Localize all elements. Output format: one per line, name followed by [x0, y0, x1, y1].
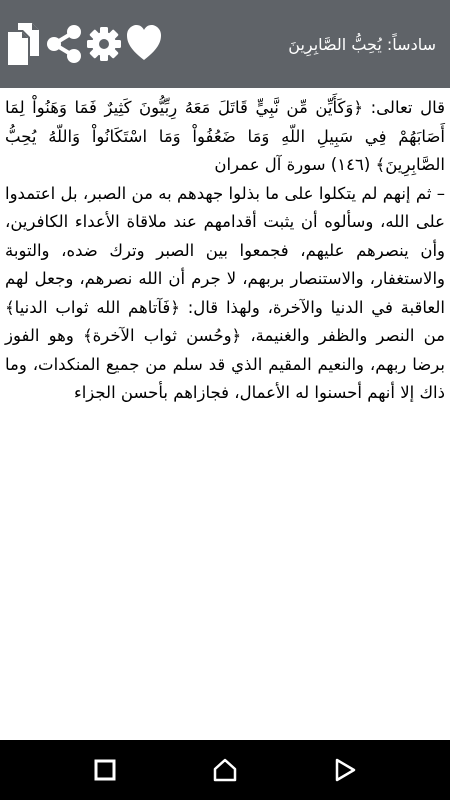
recents-square-icon — [93, 758, 117, 782]
home-icon — [212, 757, 238, 783]
settings-button[interactable] — [84, 16, 124, 72]
commentary-paragraph: – ثم إنهم لم يتكلوا على ما بذلوا جهدهم به من الصبر، بل اعتمدوا على الله، وسألوه أن يثبت أقدامهم عند ملاقاة الأعداء الكافرين، وأن ينصرهم عليهم، فجمعوا بين الصبر وترك ضده، والتوبة والاستغفار، والاستنصار بربهم، لا جرم أن الله نصرهم، وجعل لهم العاقبة في الدنيا والآخرة، ولهذا قال: ﴿فَآتاهم الله ثواب الدنيا﴾ من النصر والظفر والغنيمة، ﴿وحُسن ثواب الآخرة﴾ وهو الفوز برضا ربهم، والنعيم المقيم الذي قد سلم من جميع المنكدات، وما ذاك إلا أنهم أحسنوا له الأعمال، فجازاهم بأحسن الجزاء — [5, 183, 445, 402]
share-icon — [46, 21, 82, 67]
heart-icon — [126, 21, 162, 67]
app-bar — [0, 0, 450, 88]
system-nav-bar — [0, 740, 450, 800]
share-button[interactable] — [44, 16, 84, 72]
article-body — [0, 88, 450, 740]
home-button[interactable] — [165, 740, 285, 800]
favorite-button[interactable] — [124, 16, 164, 72]
recents-button[interactable] — [45, 740, 165, 800]
app-bar-actions — [0, 0, 164, 88]
copy-button[interactable] — [4, 16, 44, 72]
page-title: سادساً: يُحِبُّ الصَّابِرِينَ — [288, 34, 436, 54]
back-triangle-icon — [333, 758, 357, 782]
gear-icon — [86, 21, 122, 67]
verse-paragraph: قال تعالى: ﴿وَكَأَيِّن مِّن نَّبِيٍّ قَاتَلَ مَعَهُ رِبِّيُّونَ كَثِيرٌ فَمَا وَهَنُواْ لِمَا أَصَابَهُمْ فِي سَبِيلِ اللّهِ وَمَا ضَعُفُواْ وَمَا اسْتَكَانُواْ وَاللّهُ يُحِبُّ الصَّابِرِينَ﴾ (١٤٦) سورة آل عمران — [5, 98, 445, 174]
back-button[interactable] — [285, 740, 405, 800]
file-copy-icon — [6, 21, 42, 67]
